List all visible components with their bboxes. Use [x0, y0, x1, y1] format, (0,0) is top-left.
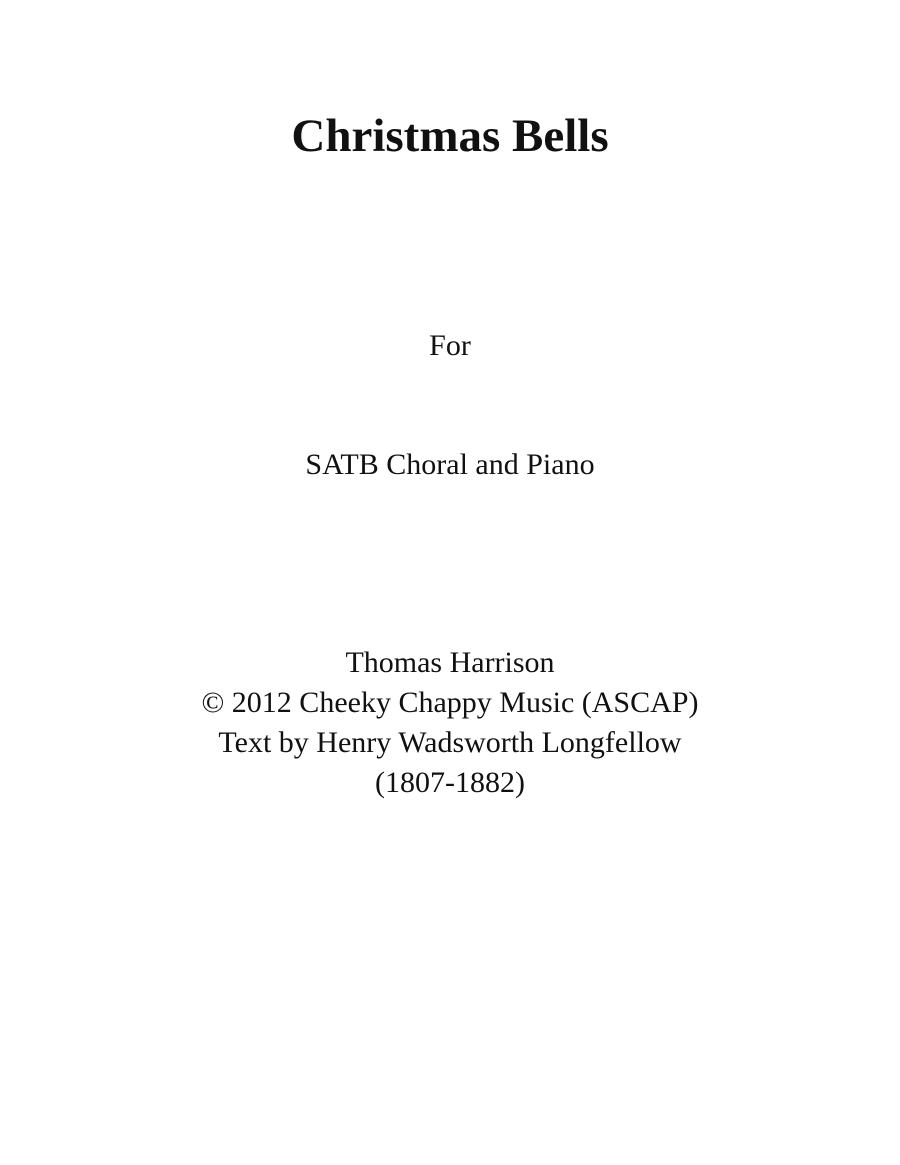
- scoring-line: SATB Choral and Piano: [305, 448, 595, 481]
- copyright-line: © 2012 Cheeky Chappy Music (ASCAP): [201, 686, 699, 719]
- composer-name: Thomas Harrison: [345, 646, 555, 679]
- text-author-line: Text by Henry Wadsworth Longfellow: [218, 726, 682, 759]
- credits-block: [0, 643, 900, 803]
- for-label: For: [429, 329, 471, 362]
- document-title: Christmas Bells: [291, 110, 609, 162]
- author-dates: (1807-1882): [375, 766, 525, 799]
